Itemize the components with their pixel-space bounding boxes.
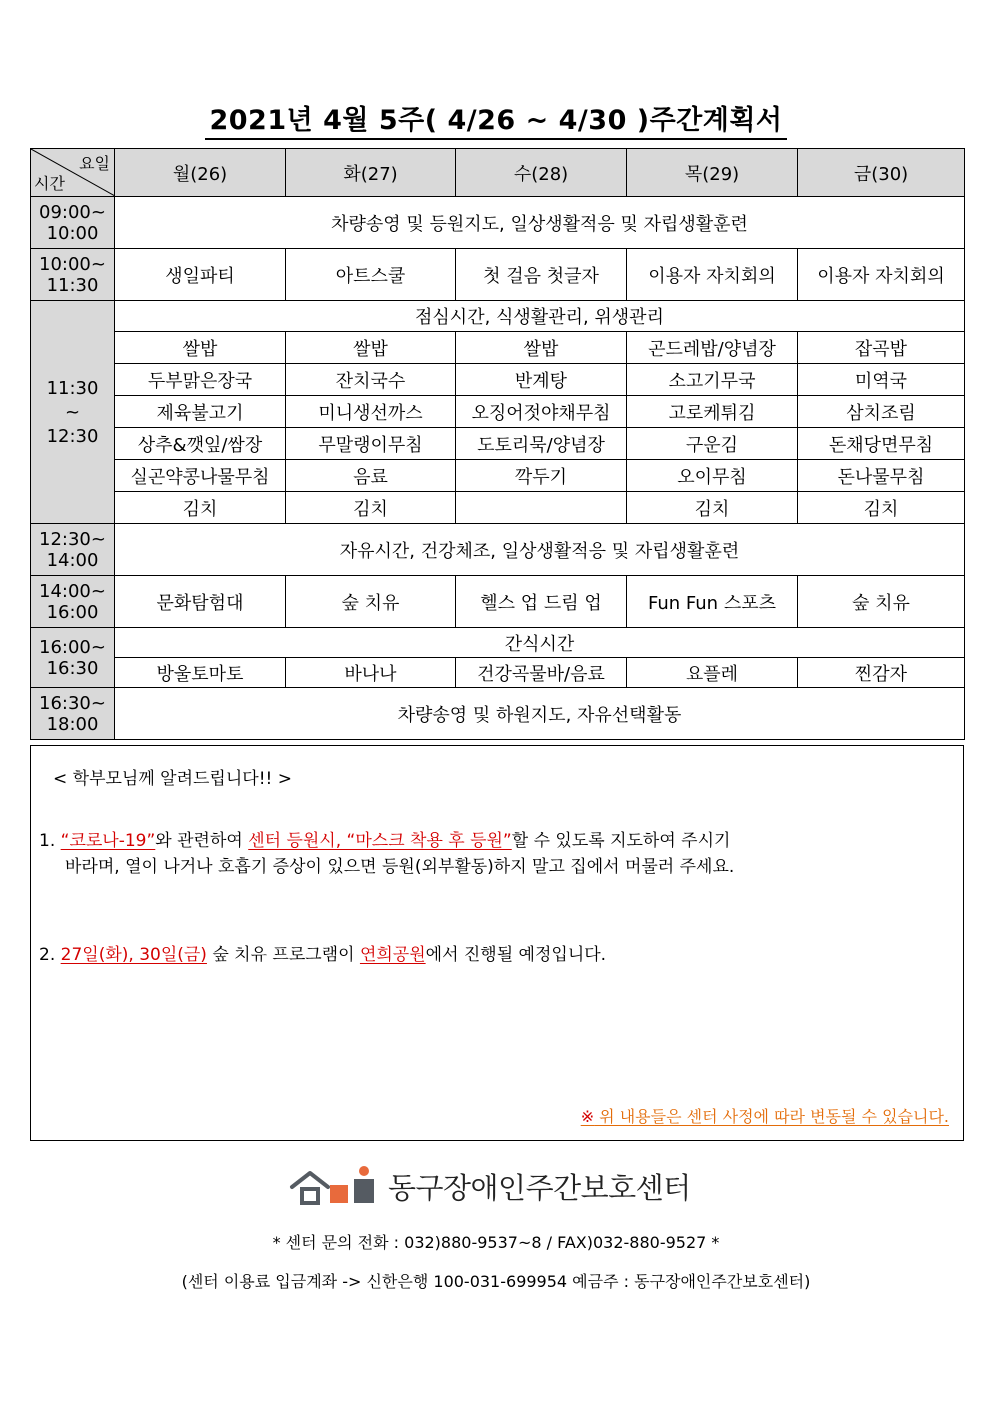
notice-text: 숲 치유 프로그램이 <box>206 945 360 965</box>
day-header-wed: 수(28) <box>456 149 627 197</box>
notice-footnote <box>581 1104 949 1127</box>
menu-cell: 고로케튀김 <box>627 396 798 428</box>
snack-header-row <box>31 628 965 658</box>
snack-cell: 요플레 <box>627 658 798 688</box>
notice-heading: < 학부모님께 알려드립니다!! > <box>53 769 292 789</box>
menu-cell: 깍두기 <box>456 460 627 492</box>
corner-cell <box>31 149 115 197</box>
menu-cell: 소고기무국 <box>627 364 798 396</box>
house-logo-icon <box>288 1163 378 1209</box>
menu-cell: 김치 <box>798 492 965 524</box>
menu-cell: 실곤약콩나물무침 <box>115 460 286 492</box>
snack-cell: 찐감자 <box>798 658 965 688</box>
menu-cell: 반계탕 <box>456 364 627 396</box>
time-label: 09:00~ 10:00 <box>39 201 106 244</box>
time-cell <box>31 628 115 688</box>
weekly-schedule-table <box>30 148 965 740</box>
menu-cell: 돈채당면무침 <box>798 428 965 460</box>
time-cell <box>31 576 115 628</box>
corner-day-label: 요일 <box>79 154 110 173</box>
notice-item-number: 2. <box>39 945 56 965</box>
menu-cell <box>456 492 627 524</box>
time-cell <box>31 197 115 249</box>
time-label-end: 12:30 <box>46 425 99 447</box>
notice-highlight: 센터 등원시, “마스크 착용 후 등원” <box>248 831 512 851</box>
menu-cell: 쌀밥 <box>286 332 456 364</box>
activity-cell: 문화탐험대 <box>115 576 286 628</box>
slot-row <box>31 197 965 249</box>
snack-cell: 방울토마토 <box>115 658 286 688</box>
account-info: (센터 이용료 입금계좌 -> 신한은행 100-031-699954 예금주 : 동구장애인주간보호센터) <box>181 1272 811 1291</box>
time-cell-lunch <box>31 301 115 524</box>
slot-row <box>31 524 965 576</box>
activity-cell: 자유시간, 건강체조, 일상생활적응 및 자립생활훈련 <box>115 524 965 576</box>
time-cell <box>31 688 115 740</box>
slot-row <box>31 576 965 628</box>
menu-cell: 곤드레밥/양념장 <box>627 332 798 364</box>
page-title <box>0 98 992 137</box>
activity-cell: Fun Fun 스포츠 <box>627 576 798 628</box>
activity-cell: 숲 치유 <box>286 576 456 628</box>
notice-text-line2: 바라며, 열이 나거나 호흡기 증상이 있으면 등원(외부활동)하지 말고 집에서 머물러 주세요. <box>65 857 735 877</box>
menu-cell: 오이무침 <box>627 460 798 492</box>
menu-cell: 김치 <box>627 492 798 524</box>
menu-row <box>31 428 965 460</box>
menu-cell: 미니생선까스 <box>286 396 456 428</box>
time-label: 16:00~ 16:30 <box>39 636 106 679</box>
activity-cell: 헬스 업 드림 업 <box>456 576 627 628</box>
time-label-tilde: ~ <box>64 401 81 423</box>
snack-row <box>31 658 965 688</box>
menu-row <box>31 492 965 524</box>
notice-text: 와 관련하여 <box>155 831 249 851</box>
notice-text: 에서 진행될 예정입니다. <box>425 945 607 965</box>
menu-cell: 쌀밥 <box>456 332 627 364</box>
day-header-fri: 금(30) <box>798 149 965 197</box>
menu-cell: 무말랭이무침 <box>286 428 456 460</box>
notice-highlight: 27일(화), 30일(금) <box>60 945 207 965</box>
reference-mark-icon: ※ <box>580 1107 595 1126</box>
menu-cell: 삼치조림 <box>798 396 965 428</box>
menu-cell: 구운김 <box>627 428 798 460</box>
notice-highlight: 연희공원 <box>359 945 426 965</box>
notice-item-1 <box>39 828 734 880</box>
time-label: 16:30~ 18:00 <box>39 692 106 735</box>
menu-cell: 돈나물무침 <box>798 460 965 492</box>
menu-cell: 오징어젓야채무침 <box>456 396 627 428</box>
day-header-thu: 목(29) <box>627 149 798 197</box>
activity-cell: 아트스쿨 <box>286 249 456 301</box>
menu-cell: 두부맑은장국 <box>115 364 286 396</box>
activity-cell: 첫 걸음 첫글자 <box>456 249 627 301</box>
activity-cell: 차량송영 및 하원지도, 자유선택활동 <box>115 688 965 740</box>
center-logo <box>288 1163 691 1209</box>
menu-cell: 미역국 <box>798 364 965 396</box>
footnote-text: 위 내용들은 센터 사정에 따라 변동될 수 있습니다. <box>594 1107 949 1126</box>
activity-cell: 이용자 자치회의 <box>798 249 965 301</box>
menu-cell: 상추&깻잎/쌈장 <box>115 428 286 460</box>
snack-cell: 건강곡물바/음료 <box>456 658 627 688</box>
menu-cell: 쌀밥 <box>115 332 286 364</box>
time-label: 12:30~ 14:00 <box>39 528 106 571</box>
snack-cell: 바나나 <box>286 658 456 688</box>
notice-item-2 <box>39 942 606 968</box>
day-header-tue: 화(27) <box>286 149 456 197</box>
slot-row <box>31 688 965 740</box>
notice-highlight: “코로나-19” <box>60 831 156 851</box>
time-label: 14:00~ 16:00 <box>39 580 106 623</box>
time-label-start: 11:30 <box>46 377 99 399</box>
activity-cell: 이용자 자치회의 <box>627 249 798 301</box>
notice-box <box>30 745 964 1141</box>
day-header-mon: 월(26) <box>115 149 286 197</box>
slot-row <box>31 249 965 301</box>
menu-cell: 음료 <box>286 460 456 492</box>
notice-item-number: 1. <box>39 831 56 851</box>
corner-time-label: 시간 <box>34 174 65 193</box>
header-row <box>31 149 965 197</box>
contact-info: * 센터 문의 전화 : 032)880-9537~8 / FAX)032-880-9527 * <box>272 1233 720 1252</box>
activity-cell: 숲 치유 <box>798 576 965 628</box>
menu-cell: 제육불고기 <box>115 396 286 428</box>
menu-row <box>31 460 965 492</box>
menu-cell: 잡곡밥 <box>798 332 965 364</box>
activity-cell: 생일파티 <box>115 249 286 301</box>
page-title-text: 2021년 4월 5주( 4/26 ~ 4/30 )주간계획서 <box>205 105 786 140</box>
snack-header: 간식시간 <box>115 628 965 658</box>
menu-row <box>31 364 965 396</box>
activity-cell: 차량송영 및 등원지도, 일상생활적응 및 자립생활훈련 <box>115 197 965 249</box>
menu-cell: 김치 <box>115 492 286 524</box>
lunch-header-row <box>31 301 965 332</box>
time-cell <box>31 524 115 576</box>
time-label: 10:00~ 11:30 <box>39 253 106 296</box>
time-cell <box>31 249 115 301</box>
notice-text: 할 수 있도록 지도하여 주시기 <box>511 831 731 851</box>
menu-cell: 도토리묵/양념장 <box>456 428 627 460</box>
lunch-header: 점심시간, 식생활관리, 위생관리 <box>115 301 965 332</box>
center-name: 동구장애인주간보호센터 <box>388 1170 691 1205</box>
menu-row <box>31 332 965 364</box>
menu-cell: 잔치국수 <box>286 364 456 396</box>
menu-cell: 김치 <box>286 492 456 524</box>
menu-row <box>31 396 965 428</box>
